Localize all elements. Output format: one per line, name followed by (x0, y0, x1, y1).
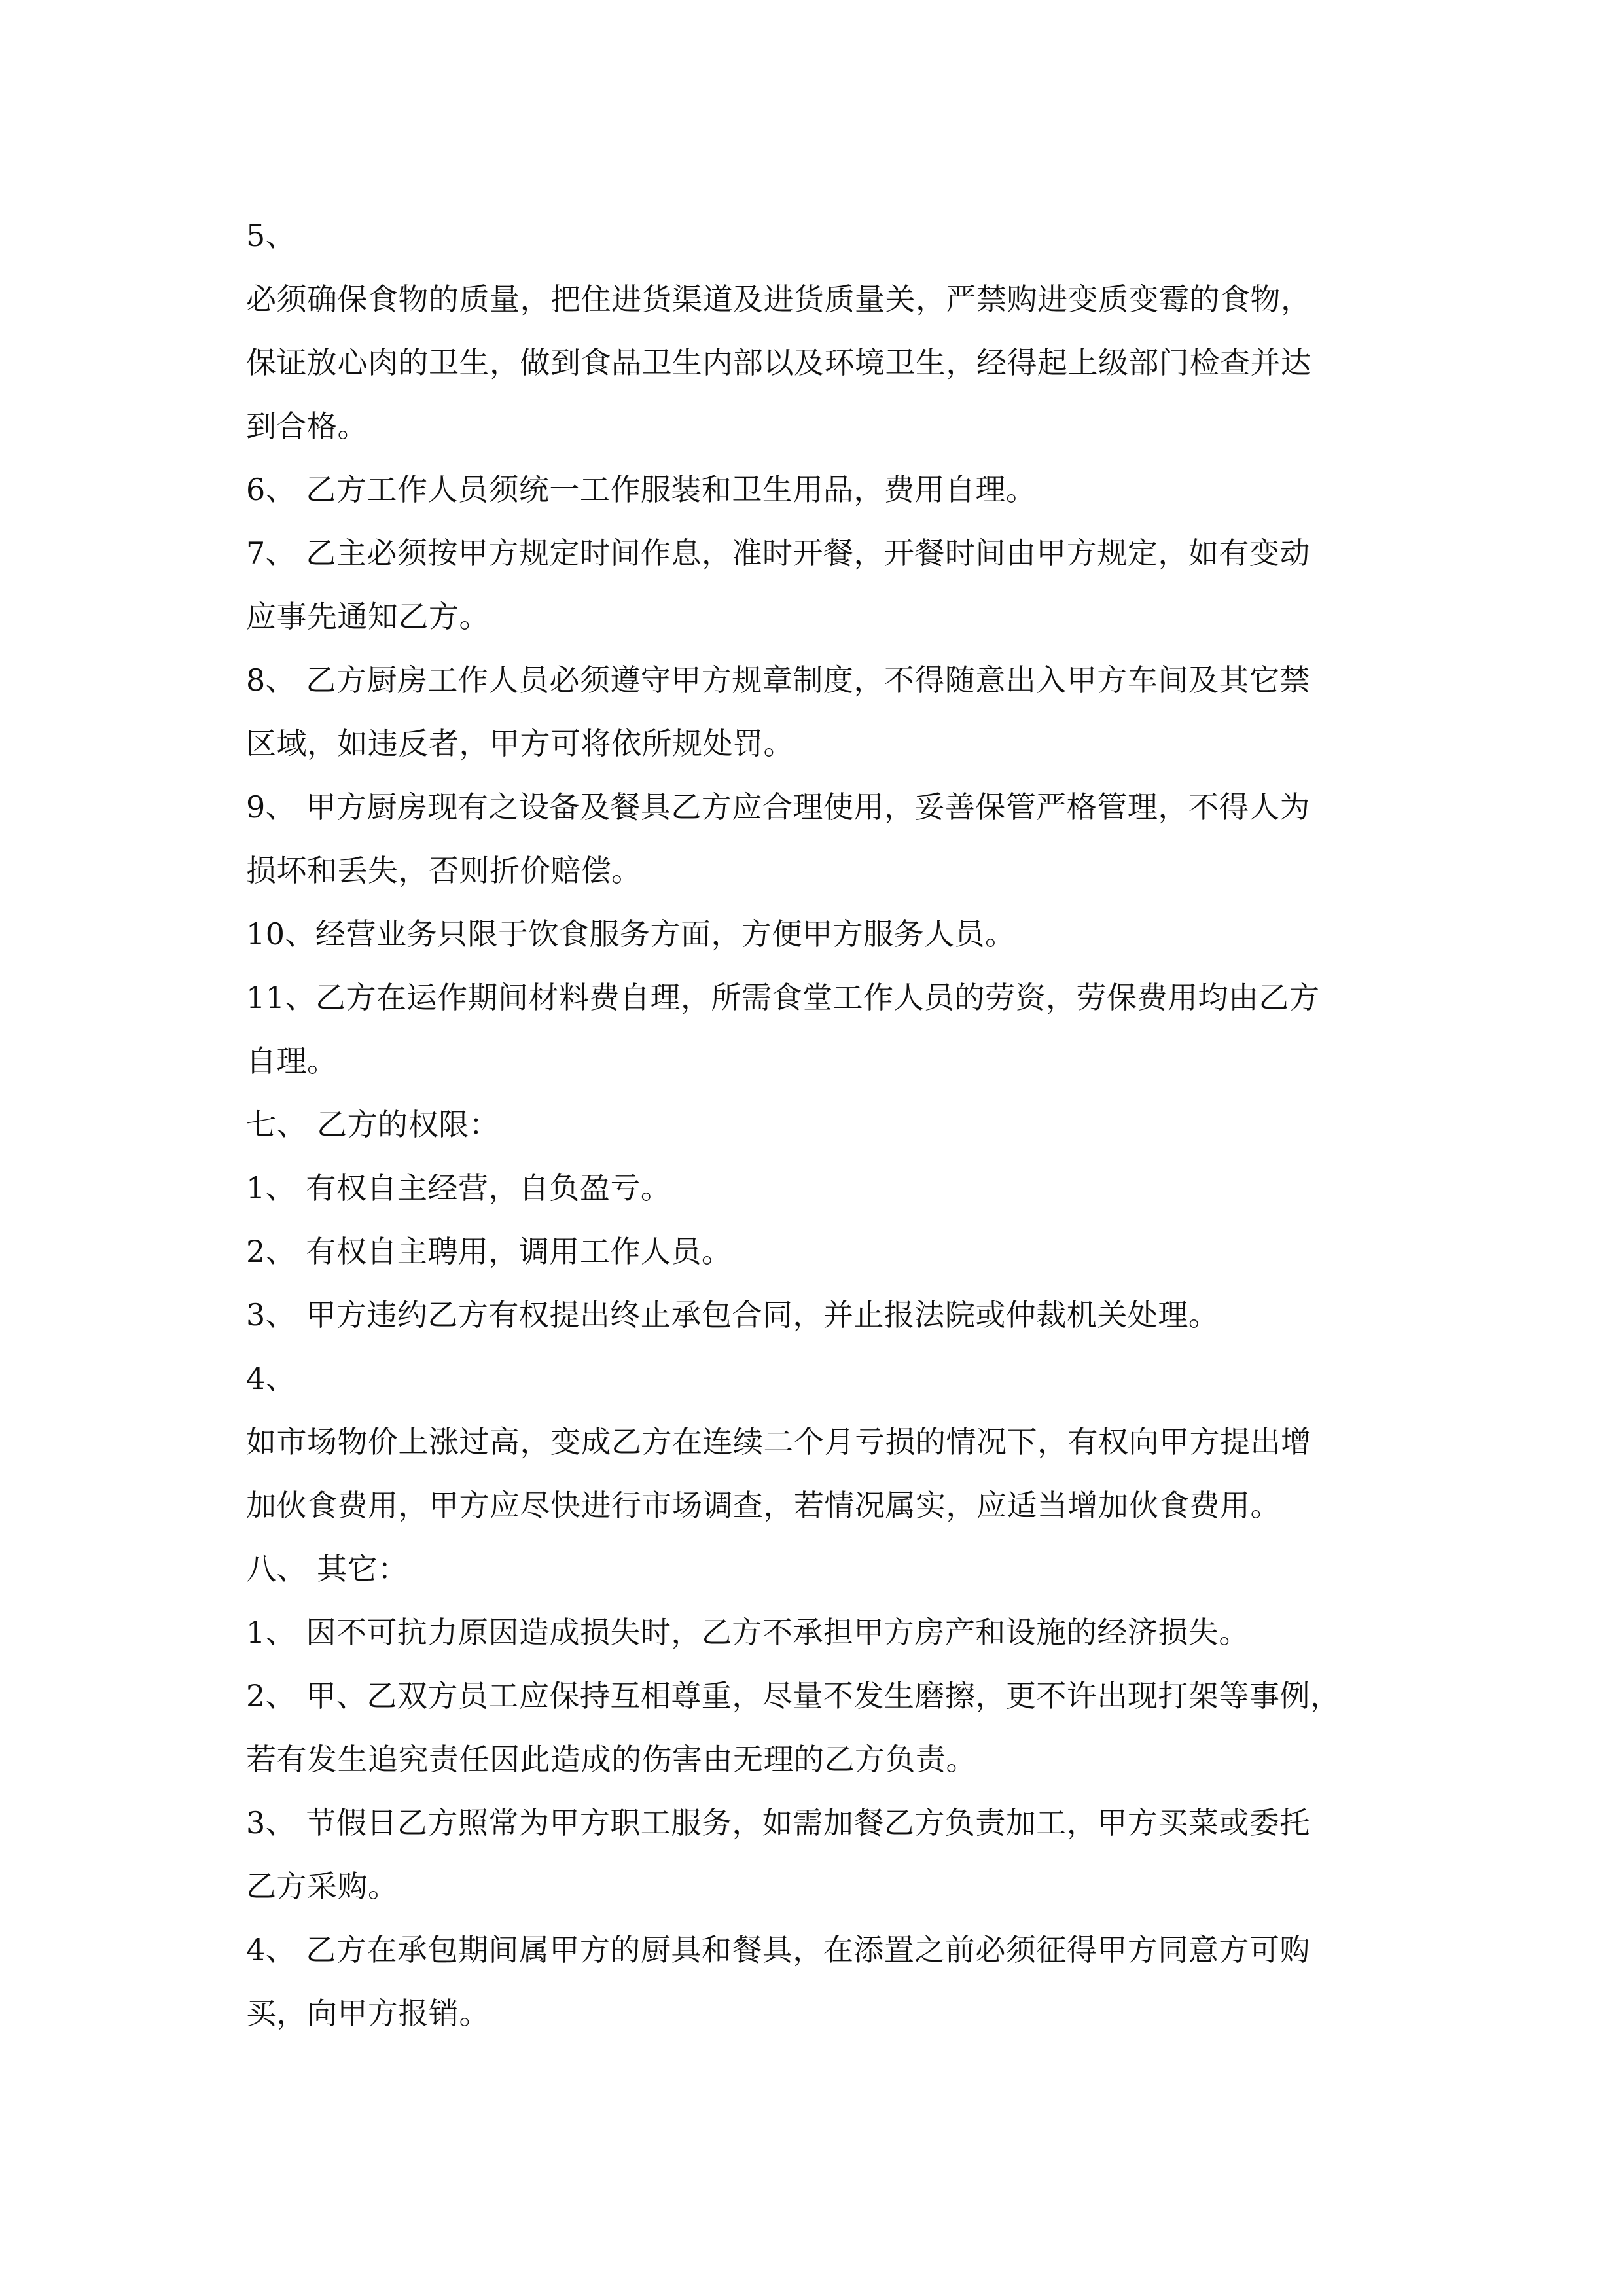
text-line: 1、 有权自主经营，自负盈亏。 (246, 1170, 671, 1206)
text-line: 若有发生追究责任因此造成的伤害由无理的乙方负责。 (246, 1742, 976, 1777)
text-line: 2、 有权自主聘用，调用工作人员。 (246, 1234, 732, 1269)
text-line: 加伙食费用，甲方应尽快进行市场调查，若情况属实，应适当增加伙食费用。 (246, 1488, 1281, 1523)
text-line: 7、 乙主必须按甲方规定时间作息，准时开餐，开餐时间由甲方规定，如有变动 (246, 535, 1310, 571)
text-line: 区域，如违反者，甲方可将依所规处罚。 (246, 726, 794, 761)
document-body (246, 204, 1385, 2045)
text-line: 必须确保食物的质量，把住进货渠道及进货质量关，严禁购进变质变霉的食物， (246, 281, 1311, 317)
text-line: 1、 因不可抗力原因造成损失时，乙方不承担甲方房产和设施的经济损失。 (246, 1615, 1249, 1650)
text-line: 5、 (246, 218, 296, 253)
text-line: 损坏和丢失，否则折价赔偿。 (246, 853, 642, 888)
text-line: 4、 (246, 1361, 296, 1396)
text-line: 保证放心肉的卫生，做到食品卫生内部以及环境卫生，经得起上级部门检查并达 (246, 345, 1311, 380)
text-line: 买，向甲方报销。 (246, 1996, 490, 2031)
text-line: 11、乙方在运作期间材料费自理，所需食堂工作人员的劳资，劳保费用均由乙方 (246, 980, 1320, 1015)
text-line: 3、 节假日乙方照常为甲方职工服务，如需加餐乙方负责加工，甲方买菜或委托 (246, 1805, 1310, 1840)
text-line: 10、经营业务只限于饮食服务方面，方便甲方服务人员。 (246, 916, 1016, 952)
text-line: 4、 乙方在承包期间属甲方的厨具和餐具，在添置之前必须征得甲方同意方可购 (246, 1932, 1310, 1967)
text-line: 8、 乙方厨房工作人员必须遵守甲方规章制度，不得随意出入甲方车间及其它禁 (246, 662, 1310, 698)
text-line: 2、 甲、乙双方员工应保持互相尊重，尽量不发生磨擦，更不许出现打架等事例， (246, 1678, 1341, 1713)
text-line: 应事先通知乙方。 (246, 599, 490, 634)
section-heading: 八、 其它： (246, 1551, 408, 1587)
text-line: 9、 甲方厨房现有之设备及餐具乙方应合理使用，妥善保管严格管理，不得人为 (246, 789, 1310, 825)
text-line: 如市场物价上涨过高，变成乙方在连续二个月亏损的情况下，有权向甲方提出增 (246, 1424, 1311, 1460)
text-line: 自理。 (246, 1043, 338, 1079)
text-line: 3、 甲方违约乙方有权提出终止承包合同，并止报法院或仲裁机关处理。 (246, 1297, 1219, 1333)
section-heading: 七、 乙方的权限： (246, 1107, 500, 1142)
text-line: 到合格。 (246, 408, 368, 444)
text-line: 乙方采购。 (246, 1869, 399, 1904)
text-line: 6、 乙方工作人员须统一工作服装和卫生用品，费用自理。 (246, 472, 1037, 507)
